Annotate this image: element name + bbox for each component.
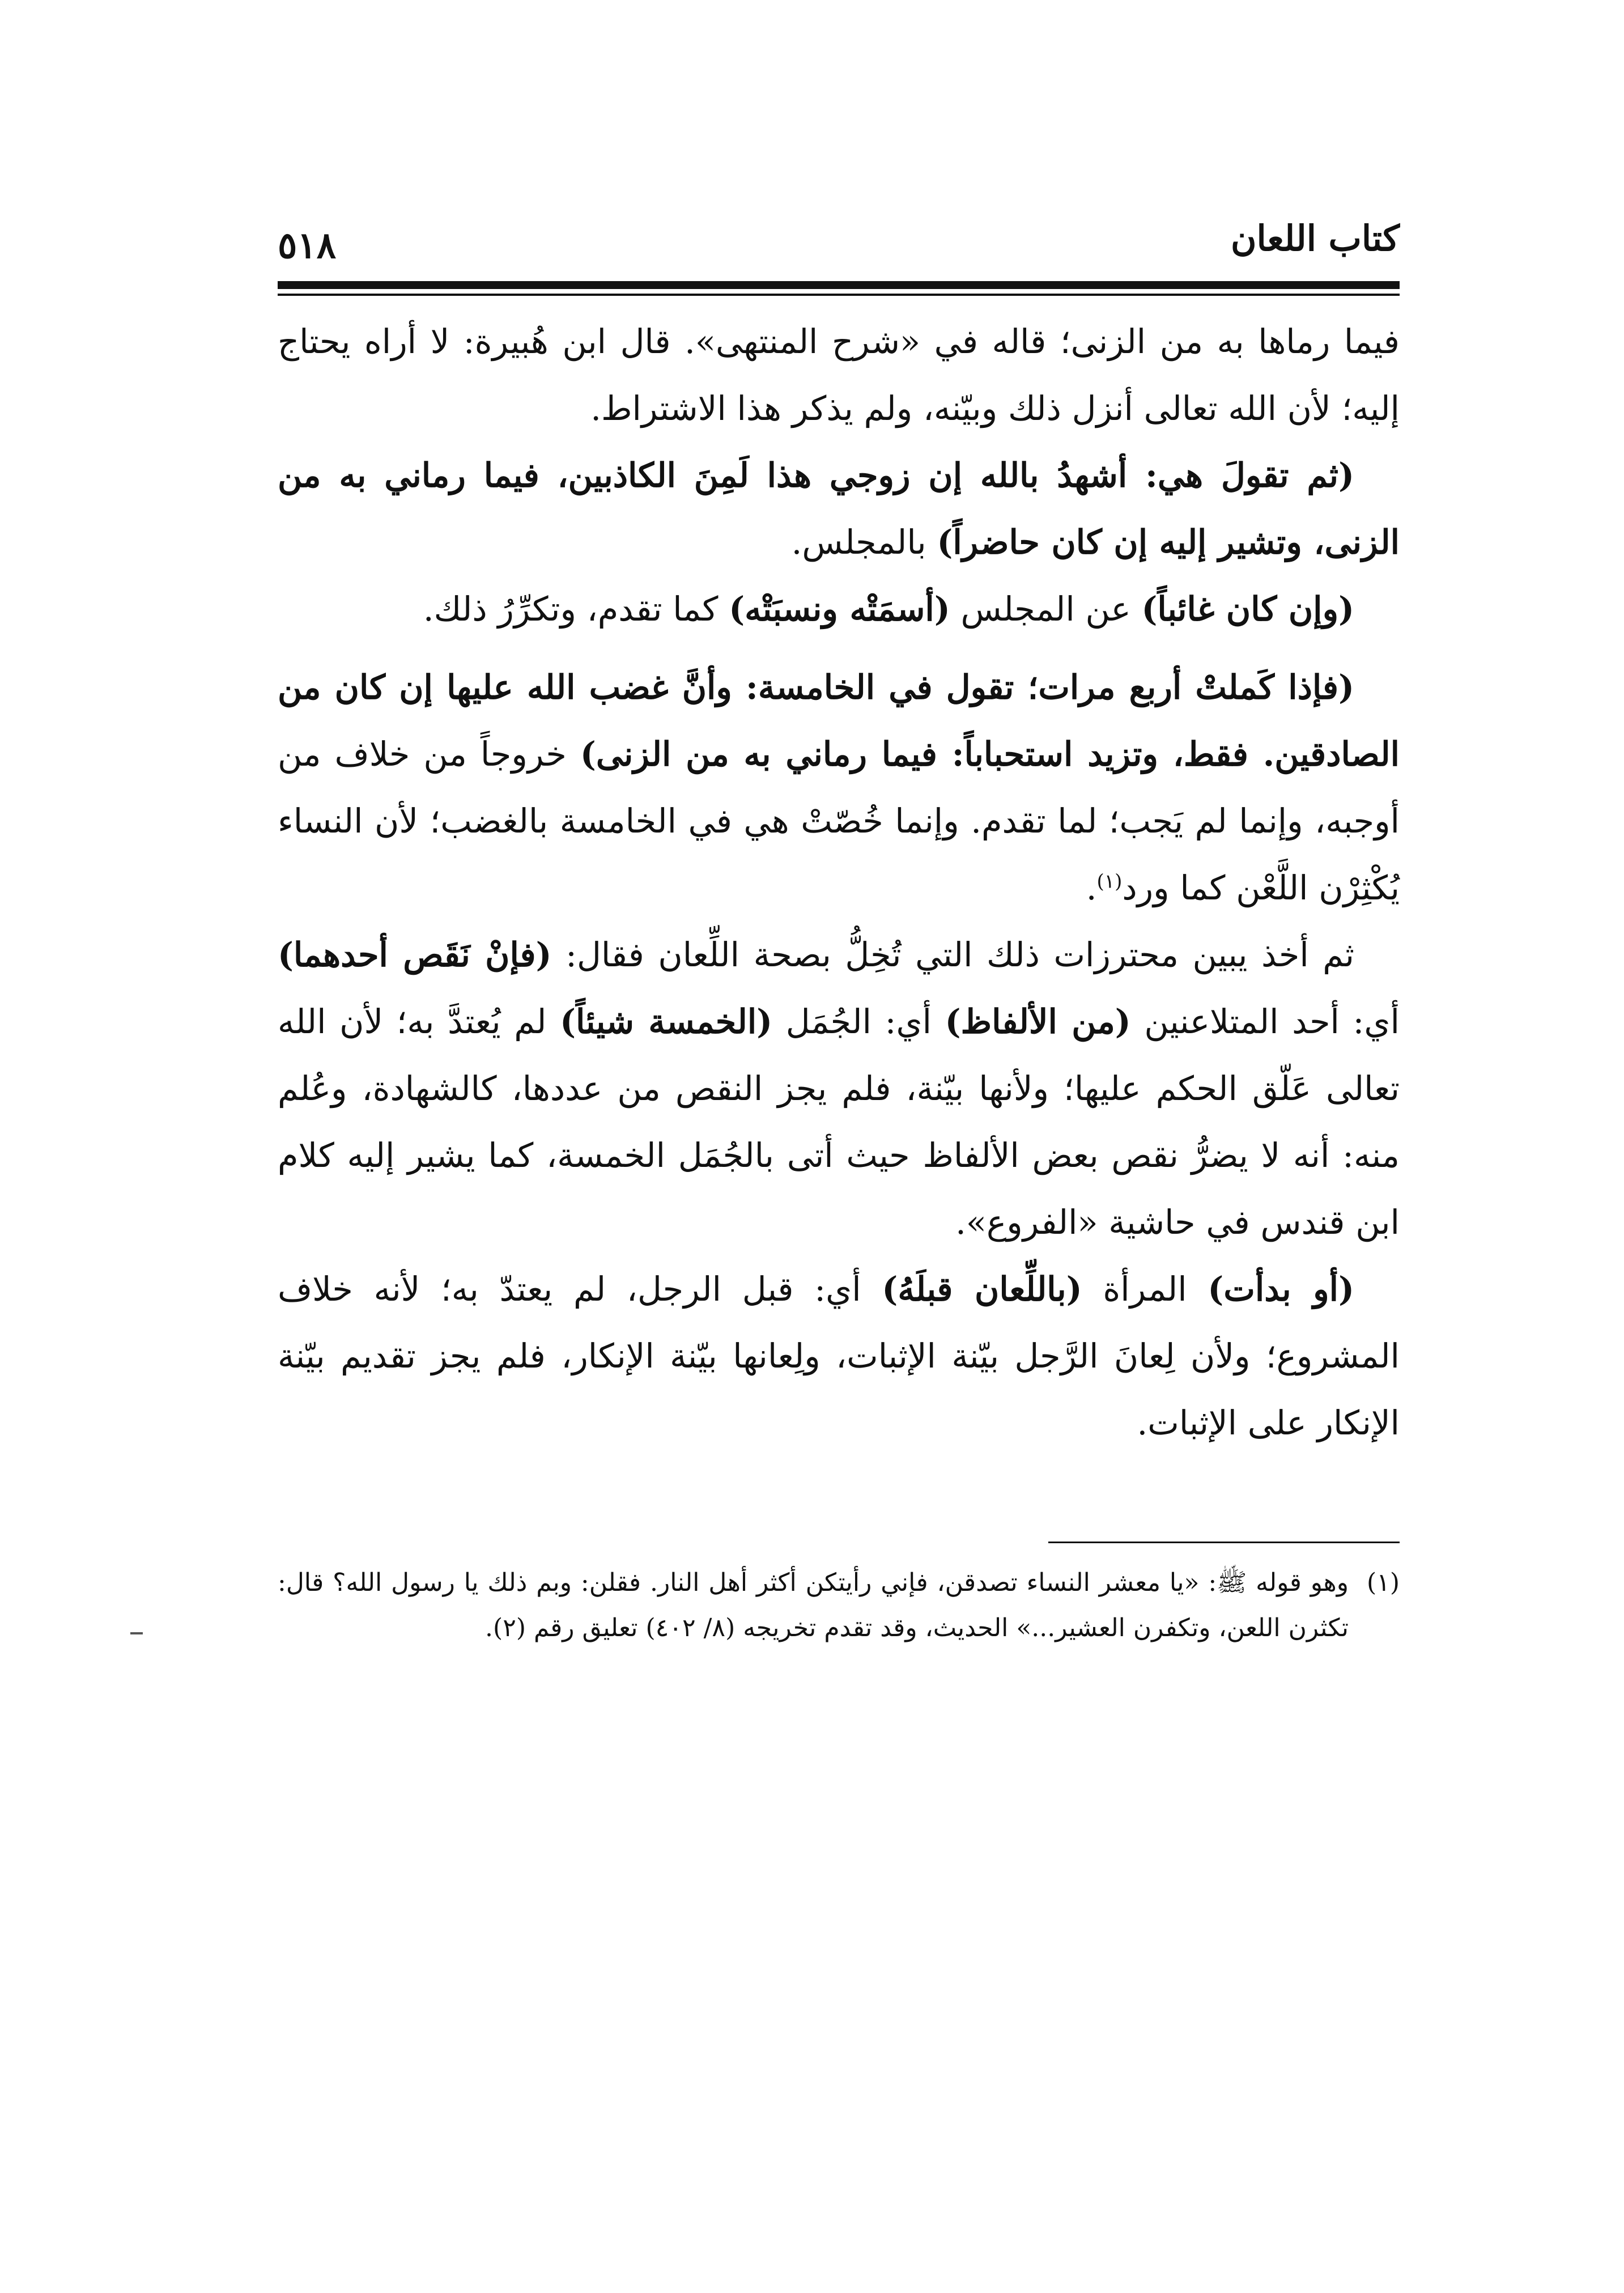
sharh-text: أي: أحد المتلاعنين <box>1130 1002 1400 1041</box>
matn-text: (الخمسة شيئاً) <box>560 1002 773 1041</box>
page-number: ٥١٨ <box>278 224 337 267</box>
header-rule-thick <box>278 281 1400 289</box>
running-header <box>278 215 1400 278</box>
paragraph-4 <box>278 654 1400 922</box>
book-page <box>278 215 1400 1651</box>
footnote-separator <box>1048 1542 1400 1543</box>
sharh-text: ثم أخذ يبين محترزات ذلك التي تُخِلُّ بصحة اللِّعان فقال: <box>551 935 1354 974</box>
matn-text: (فإنْ نَقَص أحدهما) <box>278 935 552 974</box>
sharh-text: كما تقدم، وتكرِّرُ ذلك. <box>423 589 729 629</box>
sharh-text: المرأة <box>1082 1269 1208 1309</box>
paragraph-text: فيما رماها به من الزنى؛ قاله في «شرح المنتهى». قال ابن هُبيرة: لا أراه يحتاج إليه؛ لأن الله تعالى أنزل ذلك وبيّنه، ولم يذكر هذا الاشتراط. <box>278 322 1400 428</box>
paragraph-1 <box>278 308 1400 442</box>
matn-text: (ثم تقولَ هي: أشهدُ بالله إن زوجي هذا لَمِنَ الكاذبين، فيما رماني به من الزنى، وتشير إليه إن كان حاضراً) <box>278 456 1400 562</box>
sharh-text: أي: قبل الرجل، لم يعتدّ به؛ لأنه خلاف المشروع؛ ولأن لِعانَ الرَّجل بيّنة الإثبات، ولِعانها بيّنة الإنكار، فلم يجز تقديم بيّنة الإنكار على الإثبات. <box>278 1269 1400 1442</box>
sharh-text: عن المجلس <box>950 589 1142 629</box>
sharh-text: أي: الجُمَل <box>772 1002 945 1041</box>
matn-text: (أسمَتْه ونسبَتْه) <box>729 589 950 629</box>
header-rule-thin <box>278 294 1400 296</box>
footnote-reference[interactable]: (١) <box>1096 870 1123 893</box>
paragraph-2 <box>278 442 1400 576</box>
main-text <box>278 308 1400 1457</box>
paragraph-5 <box>278 922 1400 1256</box>
matn-text: (أو بدأت) <box>1208 1269 1354 1309</box>
sharh-text: . <box>1086 868 1097 907</box>
footnote-number: (١) <box>1367 1568 1400 1597</box>
paragraph-3 <box>278 576 1400 643</box>
matn-text: (من الألفاظ) <box>945 1002 1131 1041</box>
matn-text: (فإذا كَملتْ أربع مرات؛ تقول في الخامسة: وأنَّ غضب الله عليها إن كان من الصادقين. فقط، وتزيد استحباباً: فيما رماني به من الزنى) <box>278 668 1400 774</box>
sharh-text: بالمجلس. <box>791 523 937 562</box>
footnote-text: وهو قوله ﷺ: «يا معشر النساء تصدقن، فإني رأيتكن أكثر أهل النار. فقلن: وبم ذلك يا رسول الله؟ قال: تكثرن اللعن، وتكفرن العشير...» الحديث، وقد تقدم تخريجه (٨/ ٤٠٢) تعليق رقم (٢). <box>278 1568 1349 1642</box>
sharh-text: خروجاً من خلاف من أوجبه، وإنما لم يَجب؛ لما تقدم. وإنما خُصّتْ هي في الخامسة بالغضب؛ لأن النساء يُكْثِرْن اللَّعْن كما ورد <box>278 734 1400 907</box>
paragraph-6 <box>278 1256 1400 1457</box>
scan-speck <box>130 1632 143 1634</box>
matn-text: (باللِّعان قبلَهُ) <box>882 1269 1082 1309</box>
sharh-text: لم يُعتدَّ به؛ لأن الله تعالى عَلّق الحكم عليها؛ ولأنها بيّنة، فلم يجز النقص من عددها، كالشهادة، وعُلم منه: أنه لا يضرُّ نقص بعض الألفاظ حيث أتى بالجُمَل الخمسة، كما يشير إليه كلام ابن قندس في حاشية «الفروع». <box>278 1002 1400 1242</box>
matn-text: (وإن كان غائباً) <box>1141 589 1354 629</box>
chapter-title: كتاب اللعان <box>1230 218 1400 259</box>
footnote <box>278 1560 1400 1651</box>
